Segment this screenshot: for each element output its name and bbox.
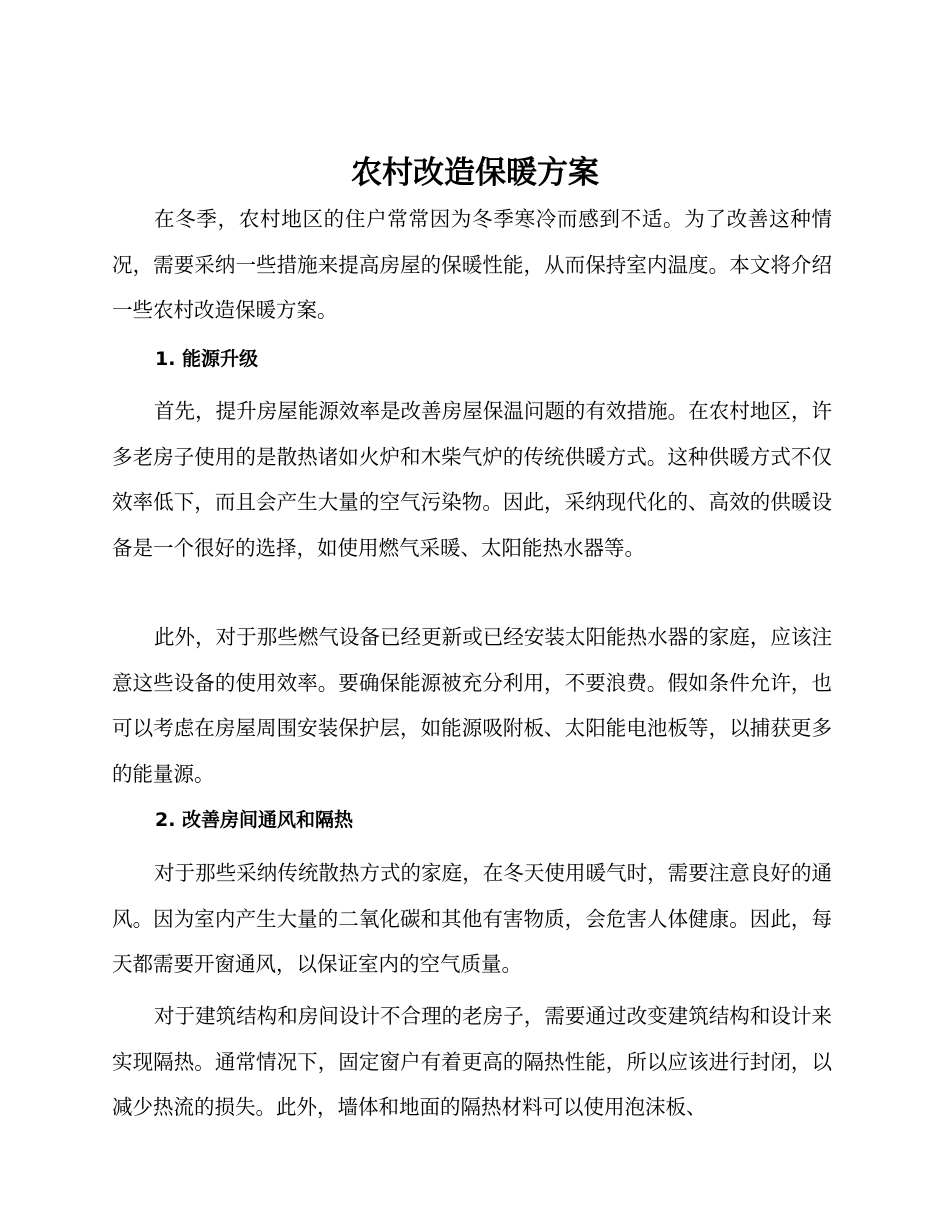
energy-paragraph-2: 此外，对于那些燃气设备已经更新或已经安装太阳能热水器的家庭，应该注意这些设备的使用效率。要确保能源被充分利用，不要浪费。假如条件允许，也可以考虑在房屋周围安装保护层，如能源吸附板、太阳能电池板等，以捕获更多的能量源。: [112, 625, 832, 786]
section-heading-energy-upgrade: 1. 能源升级: [155, 348, 259, 370]
document-title: 农村改造保暖方案: [351, 155, 599, 191]
intro-paragraph: 在冬季，农村地区的住户常常因为冬季寒冷而感到不适。为了改善这种情况，需要采纳一些措施来提高房屋的保暖性能，从而保持室内温度。本文将介绍一些农村改造保暖方案。: [112, 207, 832, 322]
ventilation-paragraph-2: 对于建筑结构和房间设计不合理的老房子，需要通过改变建筑结构和设计来实现隔热。通常情况下，固定窗户有着更高的隔热性能，所以应该进行封闭，以减少热流的损失。此外，墙体和地面的隔热材料可以使用泡沫板、: [112, 1004, 832, 1119]
ventilation-paragraph-1: 对于那些采纳传统散热方式的家庭，在冬天使用暖气时，需要注意良好的通风。因为室内产生大量的二氧化碳和其他有害物质，会危害人体健康。因此，每天都需要开窗通风，以保证室内的空气质量。: [112, 861, 832, 976]
section-heading-ventilation-insulation: 2. 改善房间通风和隔热: [155, 809, 354, 831]
energy-paragraph-1: 首先，提升房屋能源效率是改善房屋保温问题的有效措施。在农村地区，许多老房子使用的是散热诸如火炉和木柴气炉的传统供暖方式。这种供暖方式不仅效率低下，而且会产生大量的空气污染物。因此，采纳现代化的、高效的供暖设备是一个很好的选择，如使用燃气采暖、太阳能热水器等。: [112, 399, 832, 560]
